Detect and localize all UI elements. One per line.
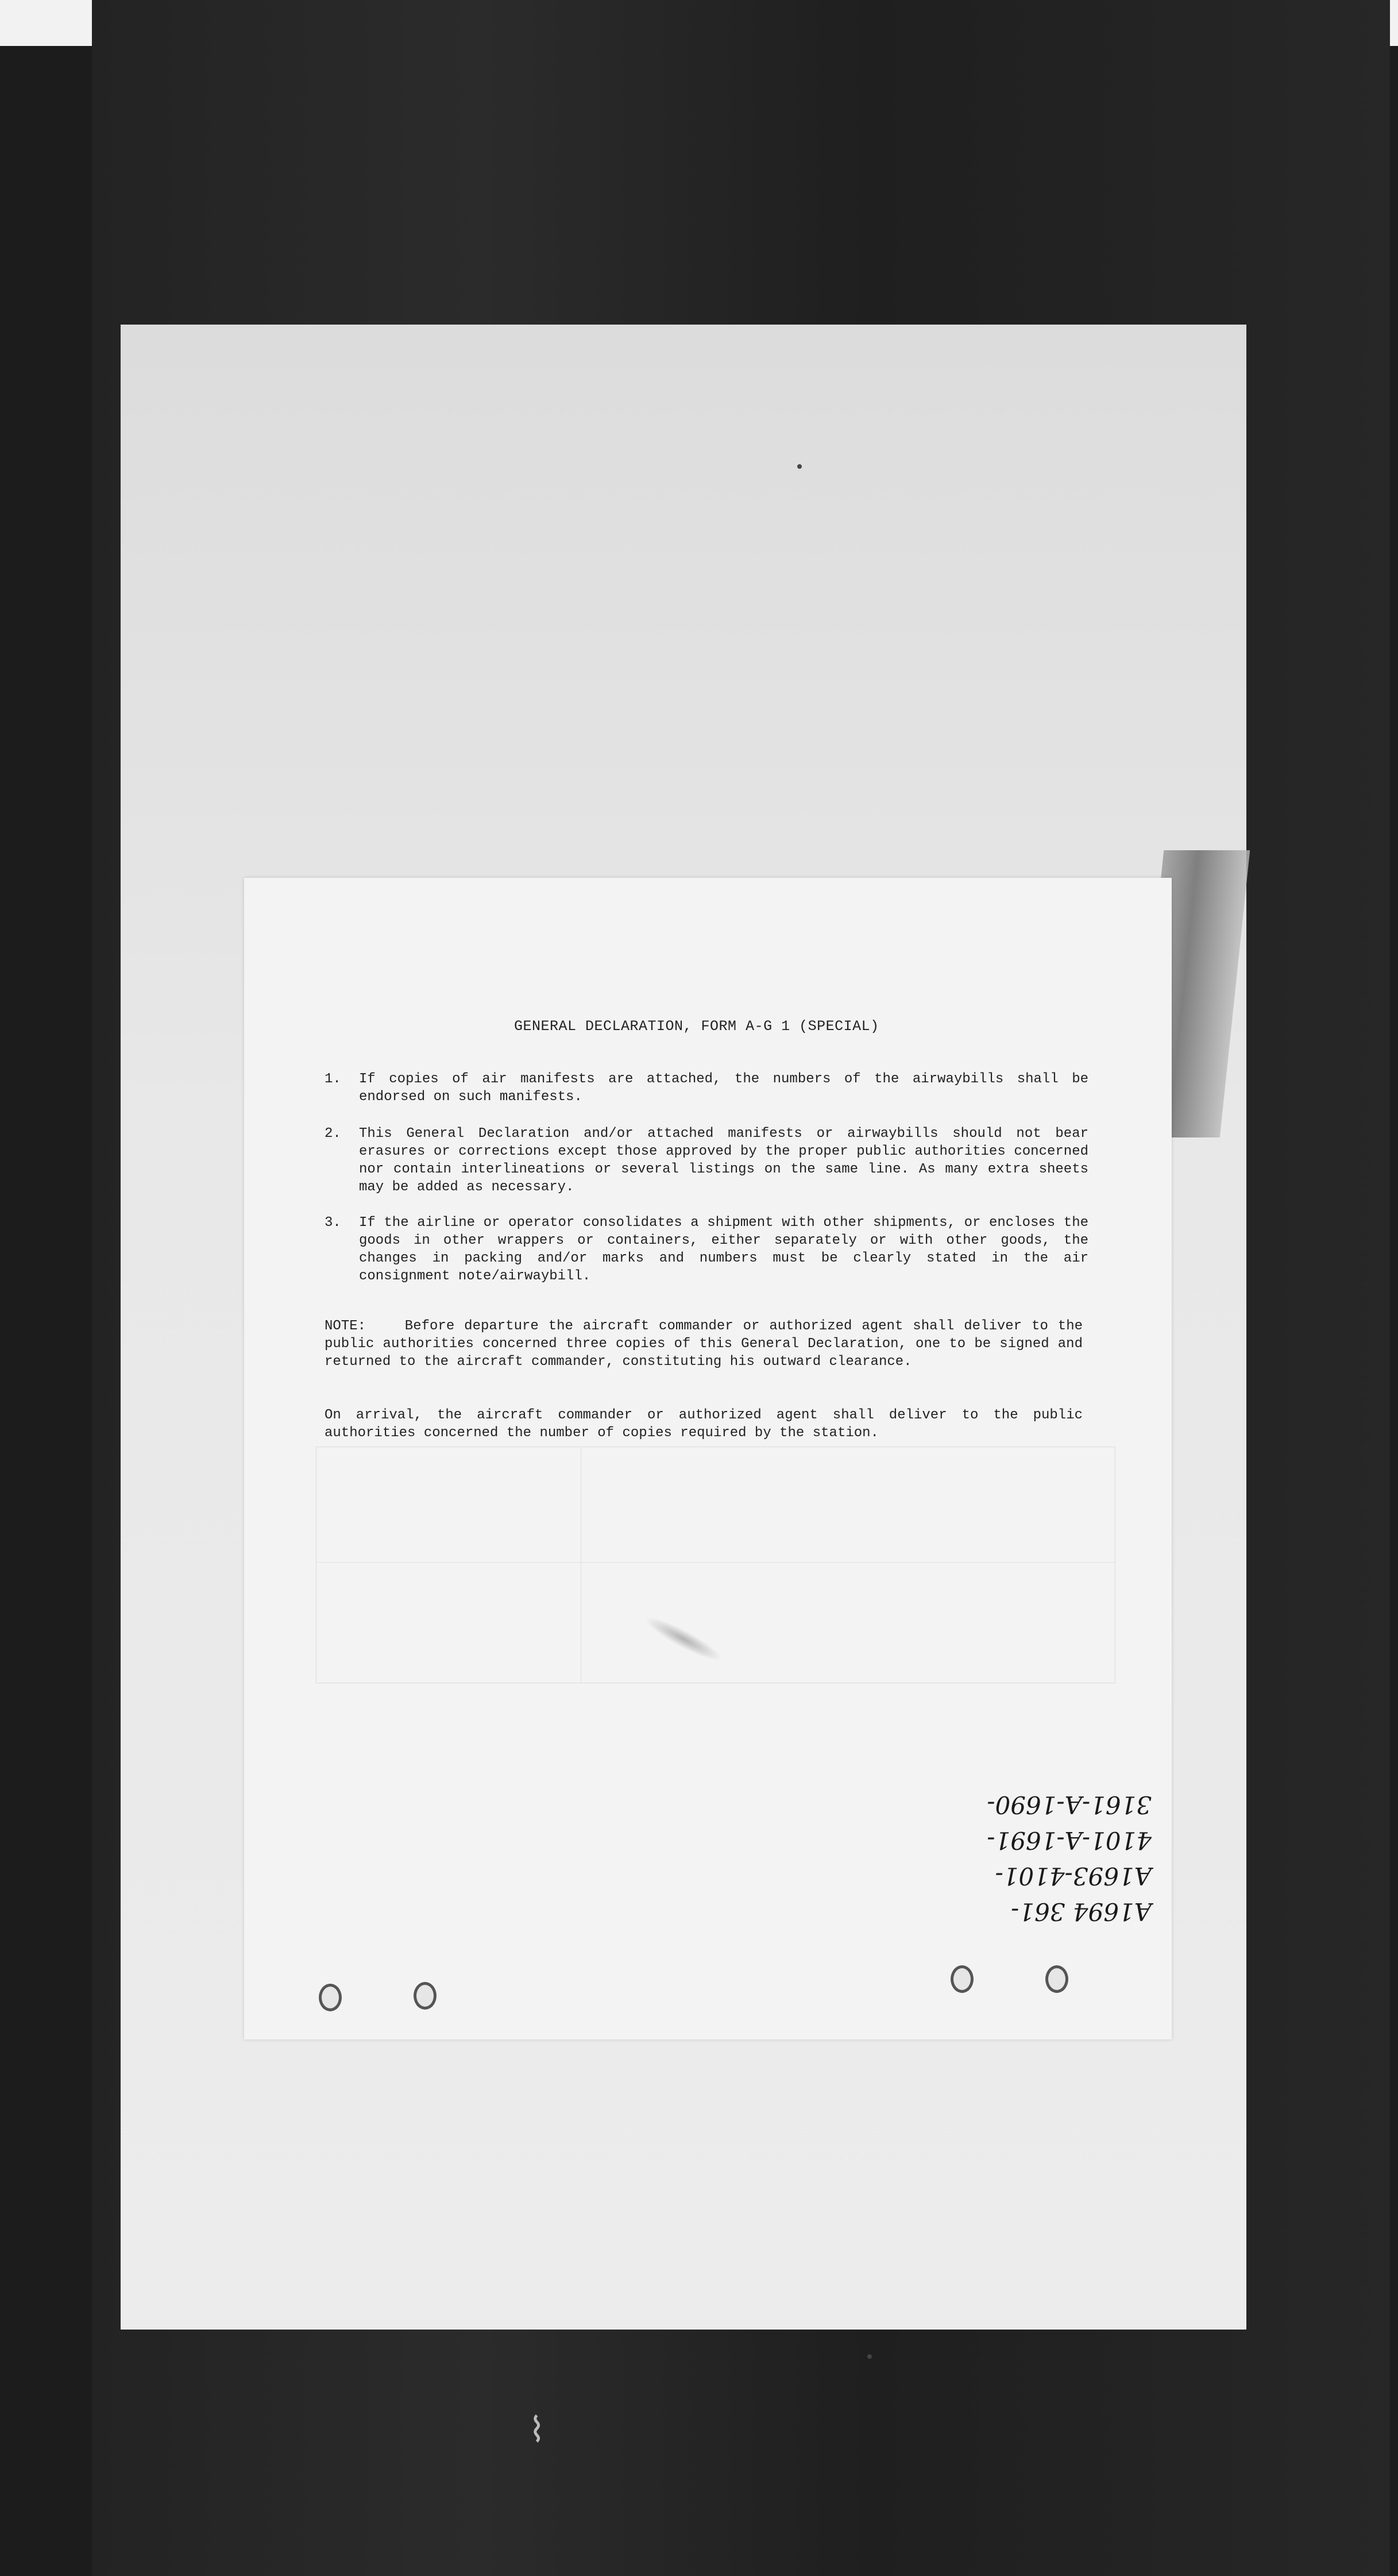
item-number: 3. <box>325 1215 341 1231</box>
punch-hole <box>1045 1965 1068 1993</box>
item-text: If the airline or operator consolidates a shipment with other shipments, or encloses the goods in other wrappers or containers, either separately or with other goods, the changes in packing and/or marks and numbers must be clearly stated in the air consignment note/airwaybill. <box>359 1215 1088 1284</box>
punch-hole <box>414 1982 437 2010</box>
item-number: 1. <box>325 1071 341 1087</box>
item-text: This General Declaration and/or attached manifests or airwaybills should not bear erasures or corrections except those approved by the proper public authorities concerned nor contain interlineations or several listings on the same line. As many extra sheets may be added as necessary. <box>359 1126 1088 1195</box>
handwritten-line: 4101-A-1691- <box>987 1826 1152 1854</box>
departure-note: NOTE: Before departure the aircraft commander or authorized agent shall deliver to the public authorities concerned three copies of this General Declaration, one to be signed and returned to the aircraft commander, constituting his outward clearance. <box>325 1318 1091 1370</box>
handwritten-line: A1694 361- <box>1011 1898 1152 1926</box>
punch-hole <box>951 1965 974 1993</box>
instruction-item-3 <box>325 1214 1088 1285</box>
instruction-item-1 <box>325 1070 1088 1106</box>
dust-speck <box>797 464 802 469</box>
dust-speck <box>867 2354 872 2359</box>
arrival-note: On arrival, the aircraft commander or authorized agent shall deliver to the public authorities concerned the number of copies required by the station. <box>325 1407 1083 1441</box>
handwritten-annotations <box>922 1774 1152 1929</box>
declaration-page <box>244 878 1172 2039</box>
instruction-item-2 <box>325 1125 1088 1196</box>
item-number: 2. <box>325 1126 341 1142</box>
item-text: If copies of air manifests are attached, the numbers of the airwaybills shall be endorsed on such manifests. <box>359 1071 1088 1105</box>
film-scratch: ⌇ <box>528 2410 546 2450</box>
document-title: GENERAL DECLARATION, FORM A-G 1 (SPECIAL) <box>514 1018 879 1035</box>
handwritten-line: A1693-4101- <box>995 1862 1152 1890</box>
handwritten-line: 3161-A-1690- <box>987 1791 1152 1819</box>
punch-hole <box>319 1984 342 2011</box>
